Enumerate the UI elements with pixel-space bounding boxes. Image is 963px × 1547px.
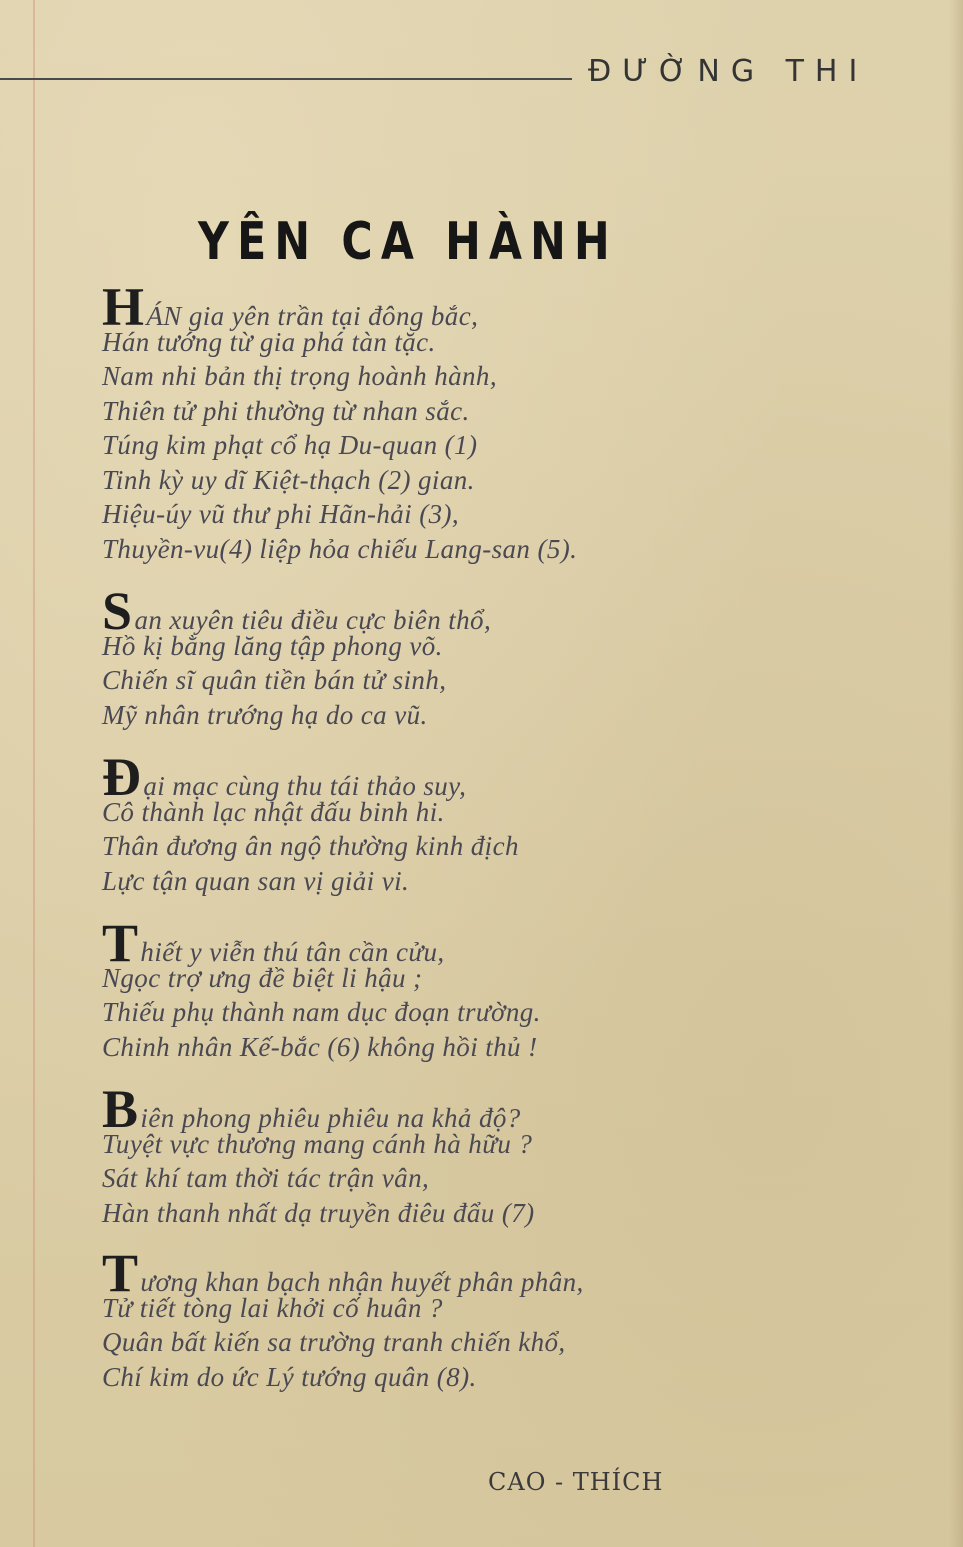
poem-line <box>102 277 722 337</box>
poem-line-text: ÁN gia yên trần tại đông bắc, <box>146 301 479 331</box>
poem-line <box>102 428 722 463</box>
poem-line-text: Ngọc trợ ưng đề biệt li hậu ; <box>102 962 423 993</box>
stanza <box>102 913 722 1064</box>
poem-line-text: Sát khí tam thời tác trận vân, <box>102 1163 430 1193</box>
poem-line-text: Thiên tử phi thường từ nhan sắc. <box>102 395 470 426</box>
poem-line <box>102 864 722 899</box>
stanza <box>102 277 722 566</box>
poem-line-text: Hồ kị bằng lăng tập phong võ. <box>102 630 443 661</box>
poem-line-text: ương khan bạch nhận huyết phân phân, <box>140 1267 584 1297</box>
poem-line <box>102 394 722 429</box>
page-header <box>0 52 963 92</box>
poem-line-text: Chiến sĩ quân tiền bán tử sinh, <box>102 665 447 695</box>
header-rule <box>0 78 572 80</box>
poem-line <box>102 913 722 973</box>
stanza <box>102 1243 722 1394</box>
poem-line <box>102 1079 722 1139</box>
poem-line <box>102 629 722 664</box>
poem-line <box>102 829 722 864</box>
poem-line-text: ại mạc cùng thu tái thảo suy, <box>143 771 467 801</box>
poem-line <box>102 1030 722 1065</box>
poem-line-text: iên phong phiêu phiêu na khả độ? <box>140 1103 521 1133</box>
poem-author: CAO - THÍCH <box>488 1468 664 1496</box>
poem-line <box>102 747 722 807</box>
poem-line-text: Tuyệt vực thương mang cánh hà hữu ? <box>102 1128 533 1159</box>
stanza <box>102 1079 722 1230</box>
page-right-edge-shadow <box>949 0 963 1547</box>
drop-cap: Đ <box>102 747 142 807</box>
stanza <box>102 581 722 732</box>
page-left-margin-line <box>33 0 35 1547</box>
poem-line <box>102 995 722 1030</box>
poem-line-text: Hán tướng từ gia phá tàn tặc. <box>102 326 436 357</box>
poem-line <box>102 698 722 733</box>
poem-line <box>102 1360 722 1395</box>
poem-line <box>102 532 722 567</box>
poem-line <box>102 795 722 830</box>
poem-line <box>102 1291 722 1326</box>
poem-line <box>102 463 722 498</box>
poem-line-text: Mỹ nhân trướng hạ do ca vũ. <box>102 699 428 730</box>
poem-line <box>102 497 722 532</box>
poem-line-text: hiết y viễn thú tân cần cửu, <box>140 937 445 967</box>
poem-line <box>102 1161 722 1196</box>
poem-line-text: Quân bất kiến sa trường tranh chiến khổ, <box>102 1327 566 1357</box>
poem-line <box>102 1243 722 1303</box>
drop-cap: H <box>102 277 145 337</box>
poem-title: YÊN CA HÀNH <box>198 212 618 272</box>
poem-line <box>102 359 722 394</box>
section-title: ĐƯỜNG THI <box>588 54 869 89</box>
poem-line <box>102 325 722 360</box>
poem-line-text: Cô thành lạc nhật đấu binh hi. <box>102 796 445 827</box>
poem-line-text: an xuyên tiêu điều cực biên thổ, <box>134 605 492 635</box>
poem-line <box>102 1325 722 1360</box>
poem-line-text: Chinh nhân Kế-bắc (6) không hồi thủ ! <box>102 1031 538 1062</box>
poem-line <box>102 581 722 641</box>
drop-cap: B <box>102 1079 139 1139</box>
poem-line-text: Hiệu-úy vũ thư phi Hãn-hải (3), <box>102 499 460 529</box>
poem-line <box>102 961 722 996</box>
stanza <box>102 747 722 898</box>
poem-line <box>102 1127 722 1162</box>
poem-line-text: Túng kim phạt cổ hạ Du-quan (1) <box>102 430 478 460</box>
drop-cap: T <box>102 913 139 973</box>
drop-cap: S <box>102 581 133 641</box>
poem-line <box>102 1196 722 1231</box>
poem-body <box>102 277 722 1394</box>
poem-line <box>102 663 722 698</box>
poem-line-text: Thân đương ân ngộ thường kinh địch <box>102 831 519 861</box>
drop-cap: T <box>102 1243 139 1303</box>
poem-line-text: Thuyền-vu(4) liệp hỏa chiếu Lang-san (5). <box>102 533 578 564</box>
poem-line-text: Lực tận quan san vị giải vi. <box>102 865 410 896</box>
poem-line-text: Thiếu phụ thành nam dục đoạn trường. <box>102 997 541 1027</box>
poem-line-text: Nam nhi bản thị trọng hoành hành, <box>102 361 497 391</box>
poem-line-text: Chí kim do ức Lý tướng quân (8). <box>102 1361 477 1392</box>
poem-line-text: Tinh kỳ uy dĩ Kiệt-thạch (2) gian. <box>102 464 475 495</box>
poem-line-text: Tử tiết tòng lai khởi cố huân ? <box>102 1292 443 1323</box>
poem-line-text: Hàn thanh nhất dạ truyền điêu đẩu (7) <box>102 1197 535 1228</box>
